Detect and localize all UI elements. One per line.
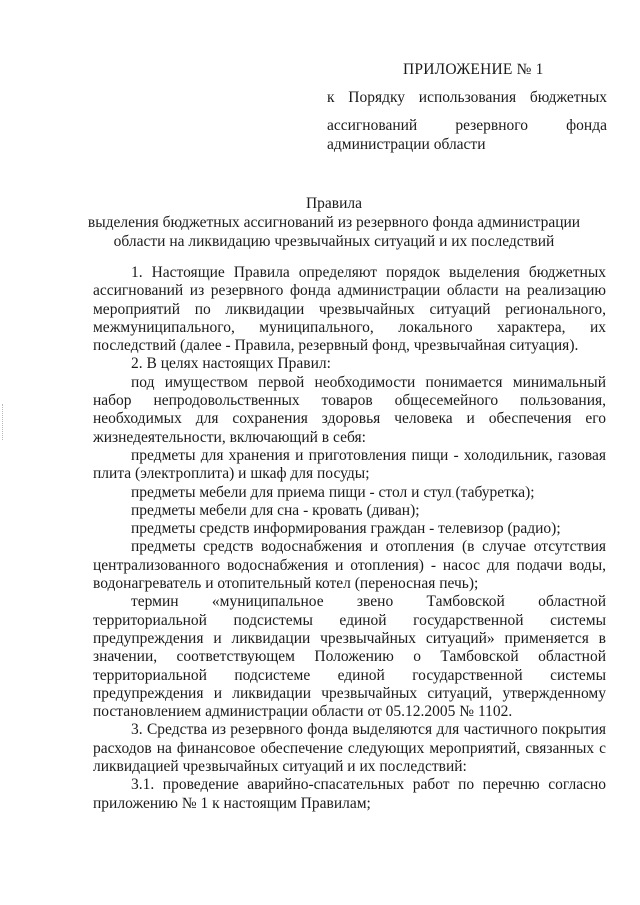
paragraph-3-1: 3.1. проведение аварийно-спасательных работ по перечню согласно приложению № 1 к настоящим Правилам; <box>93 776 606 812</box>
paragraph-term: термин «муниципальное звено Тамбовской областной территориальной подсистемы единой государственной системы предупреждения и ликвидации чрезвычайных ситуаций» применяется в значении, соответствующем Положению о Тамбовской областной территориальной подсистеме единой государственной системы предупреждения и ликвидации чрезвычайных ситуаций, утвержденному постановлением администрации области от 05.12.2005 № 1102. <box>93 593 606 721</box>
paragraph-1: 1. Настоящие Правила определяют порядок выделения бюджетных ассигнований из резервного фонда администрации области на реализацию мероприятий по ликвидации чрезвычайных ситуаций регионального, межмуниципального, муниципального, локального характера, их последствий (далее - Правила, резервный фонд, чрезвычайная ситуация). <box>93 264 606 355</box>
paragraph-item-water-heating: предметы средств водоснабжения и отопления (в случае отсутствия централизованного водоснабжения и отопления) - насос для подачи воды, водонагреватель и отопительный котел (переносная печь); <box>93 538 606 593</box>
document-title <box>70 194 598 251</box>
document-body <box>93 264 606 813</box>
appendix-reference-line-2: ассигнований резервного фонда <box>327 117 607 134</box>
title-line-2: выделения бюджетных ассигнований из резервного фонда администрации <box>87 214 581 231</box>
appendix-reference-line-1: к Порядку использования бюджетных <box>327 89 607 106</box>
paragraph-item-sleep: предметы мебели для сна - кровать (диван); <box>131 501 420 519</box>
paragraph-item-information: предметы средств информирования граждан - телевизор (радио); <box>131 520 561 538</box>
title-line-1: Правила <box>305 195 363 212</box>
paragraph-item-dining: предметы мебели для приема пищи - стол и стул (табуретка); <box>131 483 535 501</box>
paragraph-3: 3. Средства из резервного фонда выделяются для частичного покрытия расходов на финансовое обеспечение следующих мероприятий, связанных с ликвидацией чрезвычайных ситуаций и их последствий: <box>93 721 606 776</box>
appendix-reference-line-3: администрации области <box>327 136 486 153</box>
appendix-number: ПРИЛОЖЕНИЕ № 1 <box>403 61 544 78</box>
title-line-3: области на ликвидацию чрезвычайных ситуаций и их последствий <box>113 233 555 250</box>
paragraph-definition: под имуществом первой необходимости понимается минимальный набор непродовольственных товаров общесемейного пользования, необходимых для сохранения здоровья человека и обеспечения его жизнедеятельности, включающий в себя: <box>93 373 606 446</box>
paragraph-item-kitchen: предметы для хранения и приготовления пищи - холодильник, газовая плита (электроплита) и шкаф для посуды; <box>93 446 606 483</box>
appendix-header <box>327 60 607 154</box>
paragraph-2: 2. В целях настоящих Правил: <box>131 355 331 373</box>
scan-margin-mark <box>2 404 9 440</box>
